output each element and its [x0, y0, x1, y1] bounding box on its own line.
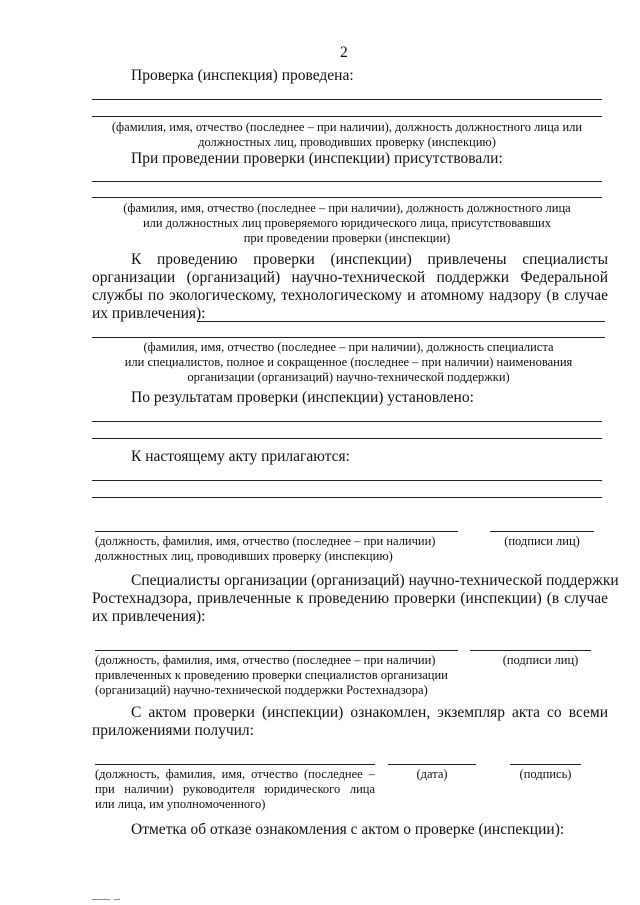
specialists-paragraph-line: организации (организаций) научно-технической поддержки Федеральной	[92, 269, 608, 286]
caption-line: (должность, фамилия, имя, отчество (последнее – при наличии)	[95, 653, 436, 667]
results-label: По результатам проверки (инспекции) установлено:	[131, 389, 474, 406]
page-number: 2	[340, 44, 348, 61]
fill-line	[92, 337, 605, 338]
rostech-paragraph-line: их привлечения):	[92, 608, 206, 625]
present-label: При проведении проверки (инспекции) присутствовали:	[131, 150, 503, 167]
caption-line: (подпись)	[519, 767, 572, 781]
caption-line: (дата)	[416, 767, 448, 781]
signature-line	[470, 650, 591, 651]
rostech-paragraph-line: Специалисты организации (организаций) научно-технической поддержки	[131, 572, 619, 589]
caption-line: должностных лиц, проводивших проверку (инспекцию)	[198, 135, 496, 149]
caption-line: (должность, фамилия, имя, отчество (последнее –	[95, 767, 375, 781]
caption-line: (подписи лиц)	[504, 534, 580, 548]
fill-line	[92, 181, 602, 182]
caption-line: (организаций) научно-технической поддержки Ростехнадзора)	[95, 683, 428, 697]
rostech-paragraph-line: Ростехнадзора, привлеченные к проведению проверки (инспекции) (в случае	[92, 590, 608, 607]
fill-line	[92, 197, 602, 198]
signature-line	[490, 531, 594, 532]
scan-artifact	[92, 899, 110, 900]
fill-line	[92, 497, 602, 498]
fill-line	[92, 421, 602, 422]
fill-line	[92, 480, 602, 481]
fill-line	[92, 99, 602, 100]
fill-line	[92, 116, 602, 117]
signature-line	[510, 764, 581, 765]
caption-line: (фамилия, имя, отчество (последнее – при наличии), должность должностного лица или	[111, 120, 583, 134]
caption-line: (подписи лиц)	[502, 653, 579, 667]
caption-line: (должность, фамилия, имя, отчество (последнее – при наличии)	[95, 534, 436, 548]
acquainted-paragraph-line: приложениями получил:	[92, 722, 254, 739]
caption-line: или специалистов, полное и сокращенное (последнее – при наличии) наименования	[124, 355, 573, 369]
caption-line: организации (организаций) научно-технической поддержки)	[187, 370, 510, 384]
refusal-label: Отметка об отказе ознакомления с актом о проверке (инспекции):	[131, 821, 565, 838]
caption-line: (фамилия, имя, отчество (последнее – при наличии), должность должностного лица	[123, 201, 571, 215]
caption-line: при наличии) руководителя юридического лица	[95, 782, 375, 796]
caption-line: (фамилия, имя, отчество (последнее – при наличии), должность специалиста	[143, 340, 554, 354]
inspection-conducted-label: Проверка (инспекция) проведена:	[131, 67, 354, 84]
caption-line: привлеченных к проведению проверки специалистов организации	[95, 668, 448, 682]
fill-line	[92, 438, 602, 439]
caption-line: при проведении проверки (инспекции)	[243, 231, 451, 245]
caption-line: или лица, им уполномоченного)	[95, 797, 266, 811]
acquainted-paragraph-line: С актом проверки (инспекции) ознакомлен, экземпляр акта со всеми	[131, 704, 608, 721]
signature-line	[95, 764, 375, 765]
fill-line	[197, 321, 605, 322]
specialists-paragraph-line: службы по экологическому, технологическому и атомному надзору (в случае	[92, 287, 608, 304]
scan-artifact	[114, 899, 120, 900]
caption-line: должностных лиц, проводивших проверку (инспекцию)	[95, 549, 393, 563]
specialists-paragraph-line: К проведению проверки (инспекции) привлечены специалисты	[131, 251, 608, 268]
signature-line	[95, 531, 458, 532]
date-line	[388, 764, 476, 765]
specialists-paragraph-line: их привлечения):	[92, 305, 206, 322]
attachments-label: К настоящему акту прилагаются:	[131, 448, 350, 465]
signature-line	[95, 650, 458, 651]
caption-line: или должностных лиц проверяемого юридического лица, присутствовавших	[142, 216, 551, 230]
